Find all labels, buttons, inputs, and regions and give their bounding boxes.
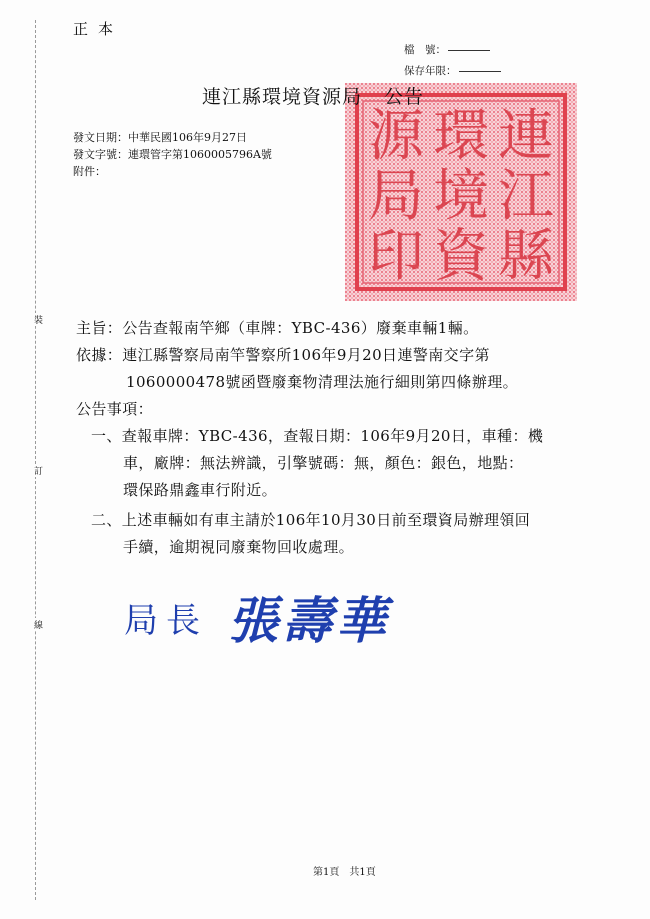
issue-date: 發文日期：中華民國106年9月27日 [73,131,247,144]
agency-name: 連江縣環境資源局 [202,86,363,108]
margin-label-xian: 線 [34,618,43,631]
official-seal [345,83,577,301]
item-1-line-3: 環保路鼎鑫車行附近。 [123,481,278,499]
binding-margin-line [35,20,36,900]
seal-char: 江 [498,164,554,229]
seal-characters [368,104,555,289]
items-heading: 公告事項： [76,400,154,418]
seal-char: 印 [368,224,424,289]
retention-label: 保存年限： [404,65,457,77]
page-total: 共1頁 [349,867,376,878]
page-number: 第1頁 [313,867,340,878]
seal-char: 資 [433,224,489,289]
issue-number: 發文字號：連環管字第1060005796A號 [73,148,272,161]
file-number-row [404,42,490,57]
seal-char: 源 [368,104,424,169]
signature-name: 張壽華 [228,591,390,650]
seal-char: 縣 [498,224,554,289]
item-1-line-2: 車，廠牌：無法辨識，引擎號碼：無，顏色：銀色，地點： [123,454,524,472]
document-title [202,82,424,109]
subject: 主旨：公告查報南竿鄉（車牌：YBC-436）廢棄車輛1輛。 [76,319,479,337]
basis-line-1: 依據：連江縣警察局南竿警察所106年9月20日連警南交字第 [76,346,490,364]
director-signature [124,586,424,656]
document-type: 公告 [384,86,425,108]
seal-char: 環 [433,104,489,169]
item-1-line-1: 一、查報車牌：YBC-436，查報日期：106年9月20日，車種：機 [91,427,544,445]
margin-label-ding: 訂 [34,464,43,477]
signature-title: 局長 [124,601,208,641]
seal-char: 局 [368,164,424,229]
page-footer [313,863,376,878]
file-number-label: 檔 號： [404,44,446,56]
copy-mark: 正本 [73,20,124,38]
seal-char: 境 [433,164,489,229]
item-2-line-2: 手續，逾期視同廢棄物回收處理。 [123,538,355,556]
retention-row [404,63,501,78]
item-2-line-1: 二、上述車輛如有車主請於106年10月30日前至環資局辦理領回 [91,511,531,529]
basis-line-2: 1060000478號函暨廢棄物清理法施行細則第四條辦理。 [126,373,519,391]
margin-label-zhuang: 裝 [34,313,43,326]
seal-char: 連 [498,104,554,169]
attachment: 附件： [73,165,106,178]
